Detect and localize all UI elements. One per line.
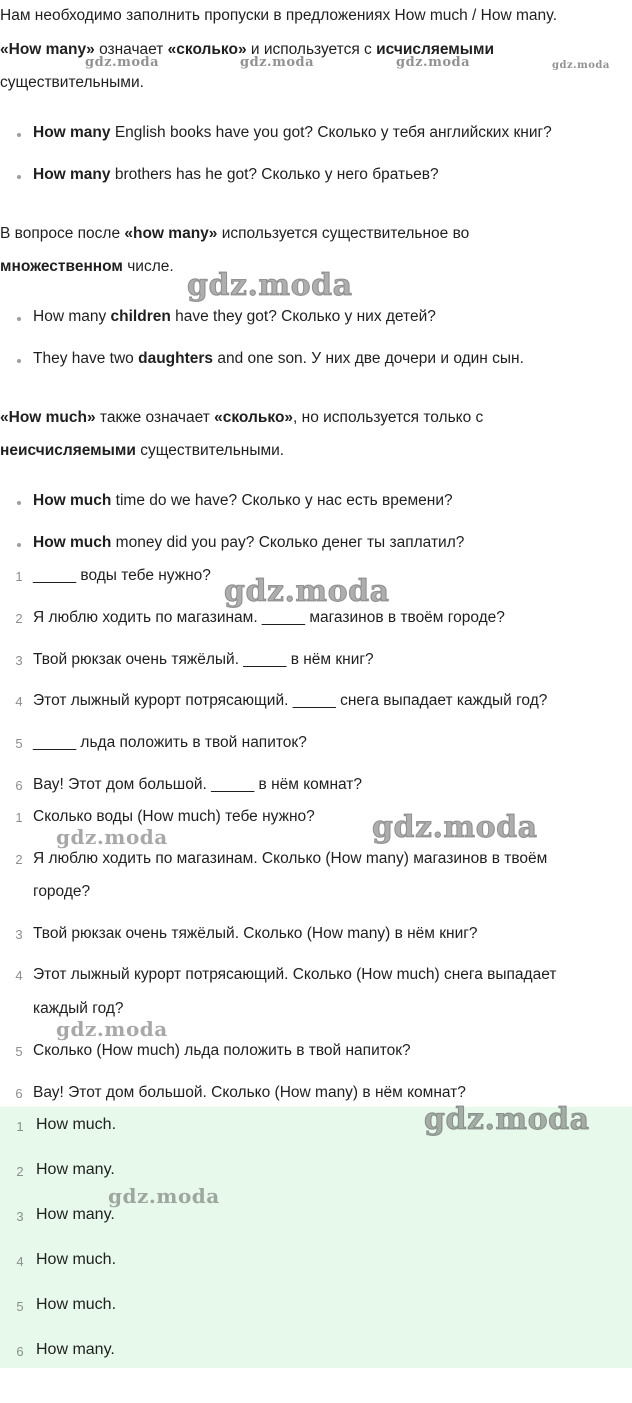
task-number: 5 xyxy=(15,736,23,751)
answer-item: How much. xyxy=(36,1116,117,1133)
note-text: используется существительное во xyxy=(217,225,470,242)
example-keyword: How much xyxy=(33,534,112,551)
plural-term: множественном xyxy=(0,258,123,275)
watermark: gdz.moda xyxy=(85,55,160,70)
skolko-term: «сколько» xyxy=(214,409,294,426)
example-text: English books have you got? Сколько у тебя английских книг? xyxy=(110,124,552,141)
example-text: How many xyxy=(33,308,111,325)
task-number: 1 xyxy=(15,569,23,584)
translation-item: Этот лыжный курорт потрясающий. Сколько (How much) снега выпадает xyxy=(33,966,557,983)
translation-item: Я люблю ходить по магазинам. Сколько (How many) магазинов в твоём xyxy=(33,850,548,867)
answer-number: 3 xyxy=(16,1209,24,1224)
answers-panel xyxy=(0,1107,632,1368)
task-item: Вау! Этот дом большой. _____ в нём комнат? xyxy=(33,776,363,793)
task-item: _____ воды тебе нужно? xyxy=(33,567,211,584)
answer-item: How much. xyxy=(36,1296,117,1313)
example-text: and one son. У них две дочери и один сын. xyxy=(213,350,524,367)
watermark: gdz.moda xyxy=(372,810,538,845)
how-much-definition-line2 xyxy=(0,442,284,460)
watermark: gdz.moda xyxy=(108,1184,220,1208)
bullet-dot xyxy=(17,359,21,363)
answer-item: How much. xyxy=(36,1251,117,1268)
definition-text: , но используется только с xyxy=(293,409,484,426)
translation-item-continued: городе? xyxy=(33,883,91,900)
example-item xyxy=(33,308,436,326)
example-item xyxy=(33,166,439,184)
how-many-term: «how many» xyxy=(124,225,218,242)
task-item: Этот лыжный курорт потрясающий. _____ снега выпадает каждый год? xyxy=(33,692,548,709)
answer-item: How many. xyxy=(36,1206,115,1223)
example-text: have they got? Сколько у них детей? xyxy=(170,308,436,325)
task-number: 3 xyxy=(15,653,23,668)
task-item: _____ льда положить в твой напиток? xyxy=(33,734,307,751)
example-item xyxy=(33,350,524,368)
answer-item: How many. xyxy=(36,1341,115,1358)
how-many-term: «How many» xyxy=(0,41,95,58)
translation-number: 3 xyxy=(15,927,23,942)
example-item xyxy=(33,492,453,510)
answer-number: 2 xyxy=(16,1164,24,1179)
translation-number: 2 xyxy=(15,852,23,867)
answer-number: 6 xyxy=(16,1344,24,1359)
task-item: Я люблю ходить по магазинам. _____ магазинов в твоём городе? xyxy=(33,609,505,626)
bullet-dot xyxy=(17,133,21,137)
note-text: В вопросе после xyxy=(0,225,125,242)
watermark: gdz.moda xyxy=(224,574,390,609)
translation-number: 4 xyxy=(15,968,23,983)
example-keyword: children xyxy=(110,308,171,325)
watermark: gdz.moda xyxy=(396,55,471,70)
bullet-dot xyxy=(17,175,21,179)
answer-number: 1 xyxy=(16,1119,24,1134)
task-number: 2 xyxy=(15,611,23,626)
translation-item: Сколько воды (How much) тебе нужно? xyxy=(33,808,315,825)
watermark: gdz.moda xyxy=(187,268,353,303)
example-keyword: daughters xyxy=(138,350,214,367)
translation-item-continued: каждый год? xyxy=(33,1000,124,1017)
definition-text: существительными. xyxy=(0,74,144,91)
watermark: gdz.moda xyxy=(552,60,610,71)
bullet-dot xyxy=(17,501,21,505)
definition-text: означает xyxy=(94,41,168,58)
example-keyword: How many xyxy=(33,166,111,183)
task-number: 4 xyxy=(15,694,23,709)
watermark: gdz.moda xyxy=(240,55,315,70)
translation-number: 1 xyxy=(15,810,23,825)
task-number: 6 xyxy=(15,778,23,793)
how-much-definition xyxy=(0,409,483,427)
plural-note-line2 xyxy=(0,258,174,276)
uncountable-term: неисчисляемыми xyxy=(0,442,136,459)
answer-number: 5 xyxy=(16,1299,24,1314)
example-item xyxy=(33,534,464,552)
intro-text: Нам необходимо заполнить пропуски в предложениях How much / How many. xyxy=(0,7,558,24)
translation-item: Сколько (How much) льда положить в твой напиток? xyxy=(33,1042,411,1059)
plural-note xyxy=(0,225,469,243)
definition-text: существительными. xyxy=(135,442,285,459)
answer-item: How many. xyxy=(36,1161,115,1178)
translation-number: 5 xyxy=(15,1044,23,1059)
translation-item: Вау! Этот дом большой. Сколько (How many) в нём комнат? xyxy=(33,1084,466,1101)
skolko-term: «сколько» xyxy=(167,41,247,58)
note-text: числе. xyxy=(122,258,174,275)
bullet-dot xyxy=(17,317,21,321)
bullet-dot xyxy=(17,543,21,547)
watermark: gdz.moda xyxy=(424,1102,590,1137)
answer-number: 4 xyxy=(16,1254,24,1269)
watermark: gdz.moda xyxy=(56,1017,168,1041)
example-text: They have two xyxy=(33,350,139,367)
task-item: Твой рюкзак очень тяжёлый. _____ в нём книг? xyxy=(33,651,374,668)
definition-text: и используется с xyxy=(246,41,377,58)
how-much-term: «How much» xyxy=(0,409,96,426)
watermark: gdz.moda xyxy=(56,825,168,849)
example-item xyxy=(33,124,552,142)
example-text: time do we have? Сколько у нас есть времени? xyxy=(111,492,453,509)
translation-number: 6 xyxy=(15,1086,23,1101)
example-keyword: How much xyxy=(33,492,112,509)
example-keyword: How many xyxy=(33,124,111,141)
translation-item: Твой рюкзак очень тяжёлый. Сколько (How many) в нём книг? xyxy=(33,925,478,942)
countable-term: исчисляемыми xyxy=(376,41,495,58)
definition-text: также означает xyxy=(95,409,215,426)
example-text: money did you pay? Сколько денег ты заплатил? xyxy=(111,534,465,551)
example-text: brothers has he got? Сколько у него братьев? xyxy=(110,166,439,183)
